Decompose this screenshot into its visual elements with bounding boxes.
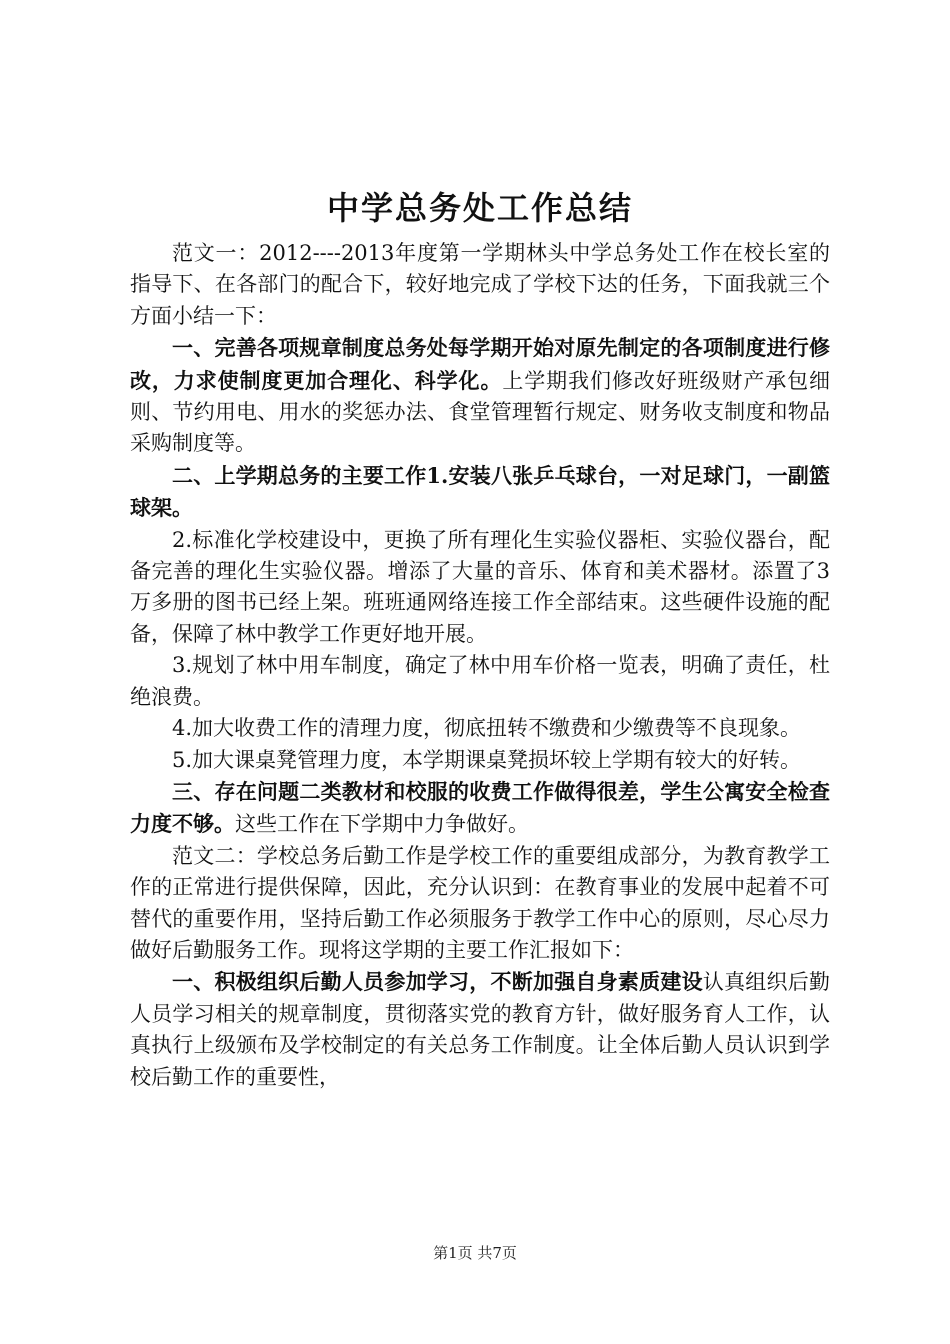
paragraph-3-heading: 二、上学期总务的主要工作1.安装八张乒乓球台，一对足球门，一副篮球架。	[130, 462, 830, 521]
paragraph-8	[130, 776, 830, 841]
paragraph-8-heading: 三、存在问题二类教材和校服的收费工作做得很差，学生公寓安全检查力度不够。	[130, 778, 830, 837]
paragraph-2	[130, 332, 830, 460]
paragraph-3	[130, 460, 830, 525]
paragraph-6-text: 4.加大收费工作的清理力度，彻底扭转不缴费和少缴费等不良现象。	[172, 716, 802, 741]
paragraph-9-text: 范文二：学校总务后勤工作是学校工作的重要组成部分，为教育教学工作的正常进行提供保障，因此，充分认识到：在教育事业的发展中起着不可替代的重要作用，坚持后勤工作必须服务于教学工作中心的原则，尽心尽力做好后勤服务工作。现将这学期的主要工作汇报如下：	[130, 843, 830, 962]
paragraph-1	[130, 238, 830, 332]
paragraph-9	[130, 841, 830, 967]
paragraph-5	[130, 650, 830, 713]
paragraph-2-heading: 一、完善各项规章制度总务处每学期开始对原先制定的各项制度进行修改，力求使制度更加合理化、科学化。	[130, 335, 830, 393]
paragraph-10-heading: 一、积极组织后勤人员参加学习，不断加强自身素质建设	[172, 969, 703, 995]
document-title: 中学总务处工作总结	[326, 189, 633, 227]
paragraph-10	[130, 966, 830, 1093]
paragraph-4	[130, 525, 830, 651]
paragraph-4-text: 2.标准化学校建设中，更换了所有理化生实验仪器柜、实验仪器台，配备完善的理化生实验仪器。增添了大量的音乐、体育和美术器材。添置了3万多册的图书已经上架。班班通网络连接工作全部结束。这些硬件设施的配备，保障了林中教学工作更好地开展。	[130, 527, 830, 646]
paragraph-7-text: 5.加大课桌凳管理力度，本学期课桌凳损坏较上学期有较大的好转。	[172, 747, 802, 772]
page-footer: 第1页 共7页	[433, 1244, 517, 1262]
paragraph-8-text: 这些工作在下学期中力争做好。	[235, 812, 529, 837]
paragraph-2-text: 上学期我们修改好班级财产承包细则、节约用电、用水的奖惩办法、食堂管理暂行规定、财务收支制度和物品采购制度等。	[130, 368, 831, 456]
document-page	[130, 180, 830, 1093]
paragraph-1-text: 范文一：2012----2013年度第一学期林头中学总务处工作在校长室的指导下、在各部门的配合下，较好地完成了学校下达的任务，下面我就三个方面小结一下：	[130, 241, 830, 328]
paragraph-10-text: 认真组织后勤人员学习相关的规章制度，贯彻落实党的教育方针，做好服务育人工作，认真执行上级颁布及学校制定的有关总务工作制度。让全体后勤人员认识到学校后勤工作的重要性，	[130, 970, 831, 1089]
paragraph-6	[130, 713, 830, 744]
paragraph-5-text: 3.规划了林中用车制度，确定了林中用车价格一览表，明确了责任，杜绝浪费。	[130, 653, 830, 709]
paragraph-7	[130, 745, 830, 776]
